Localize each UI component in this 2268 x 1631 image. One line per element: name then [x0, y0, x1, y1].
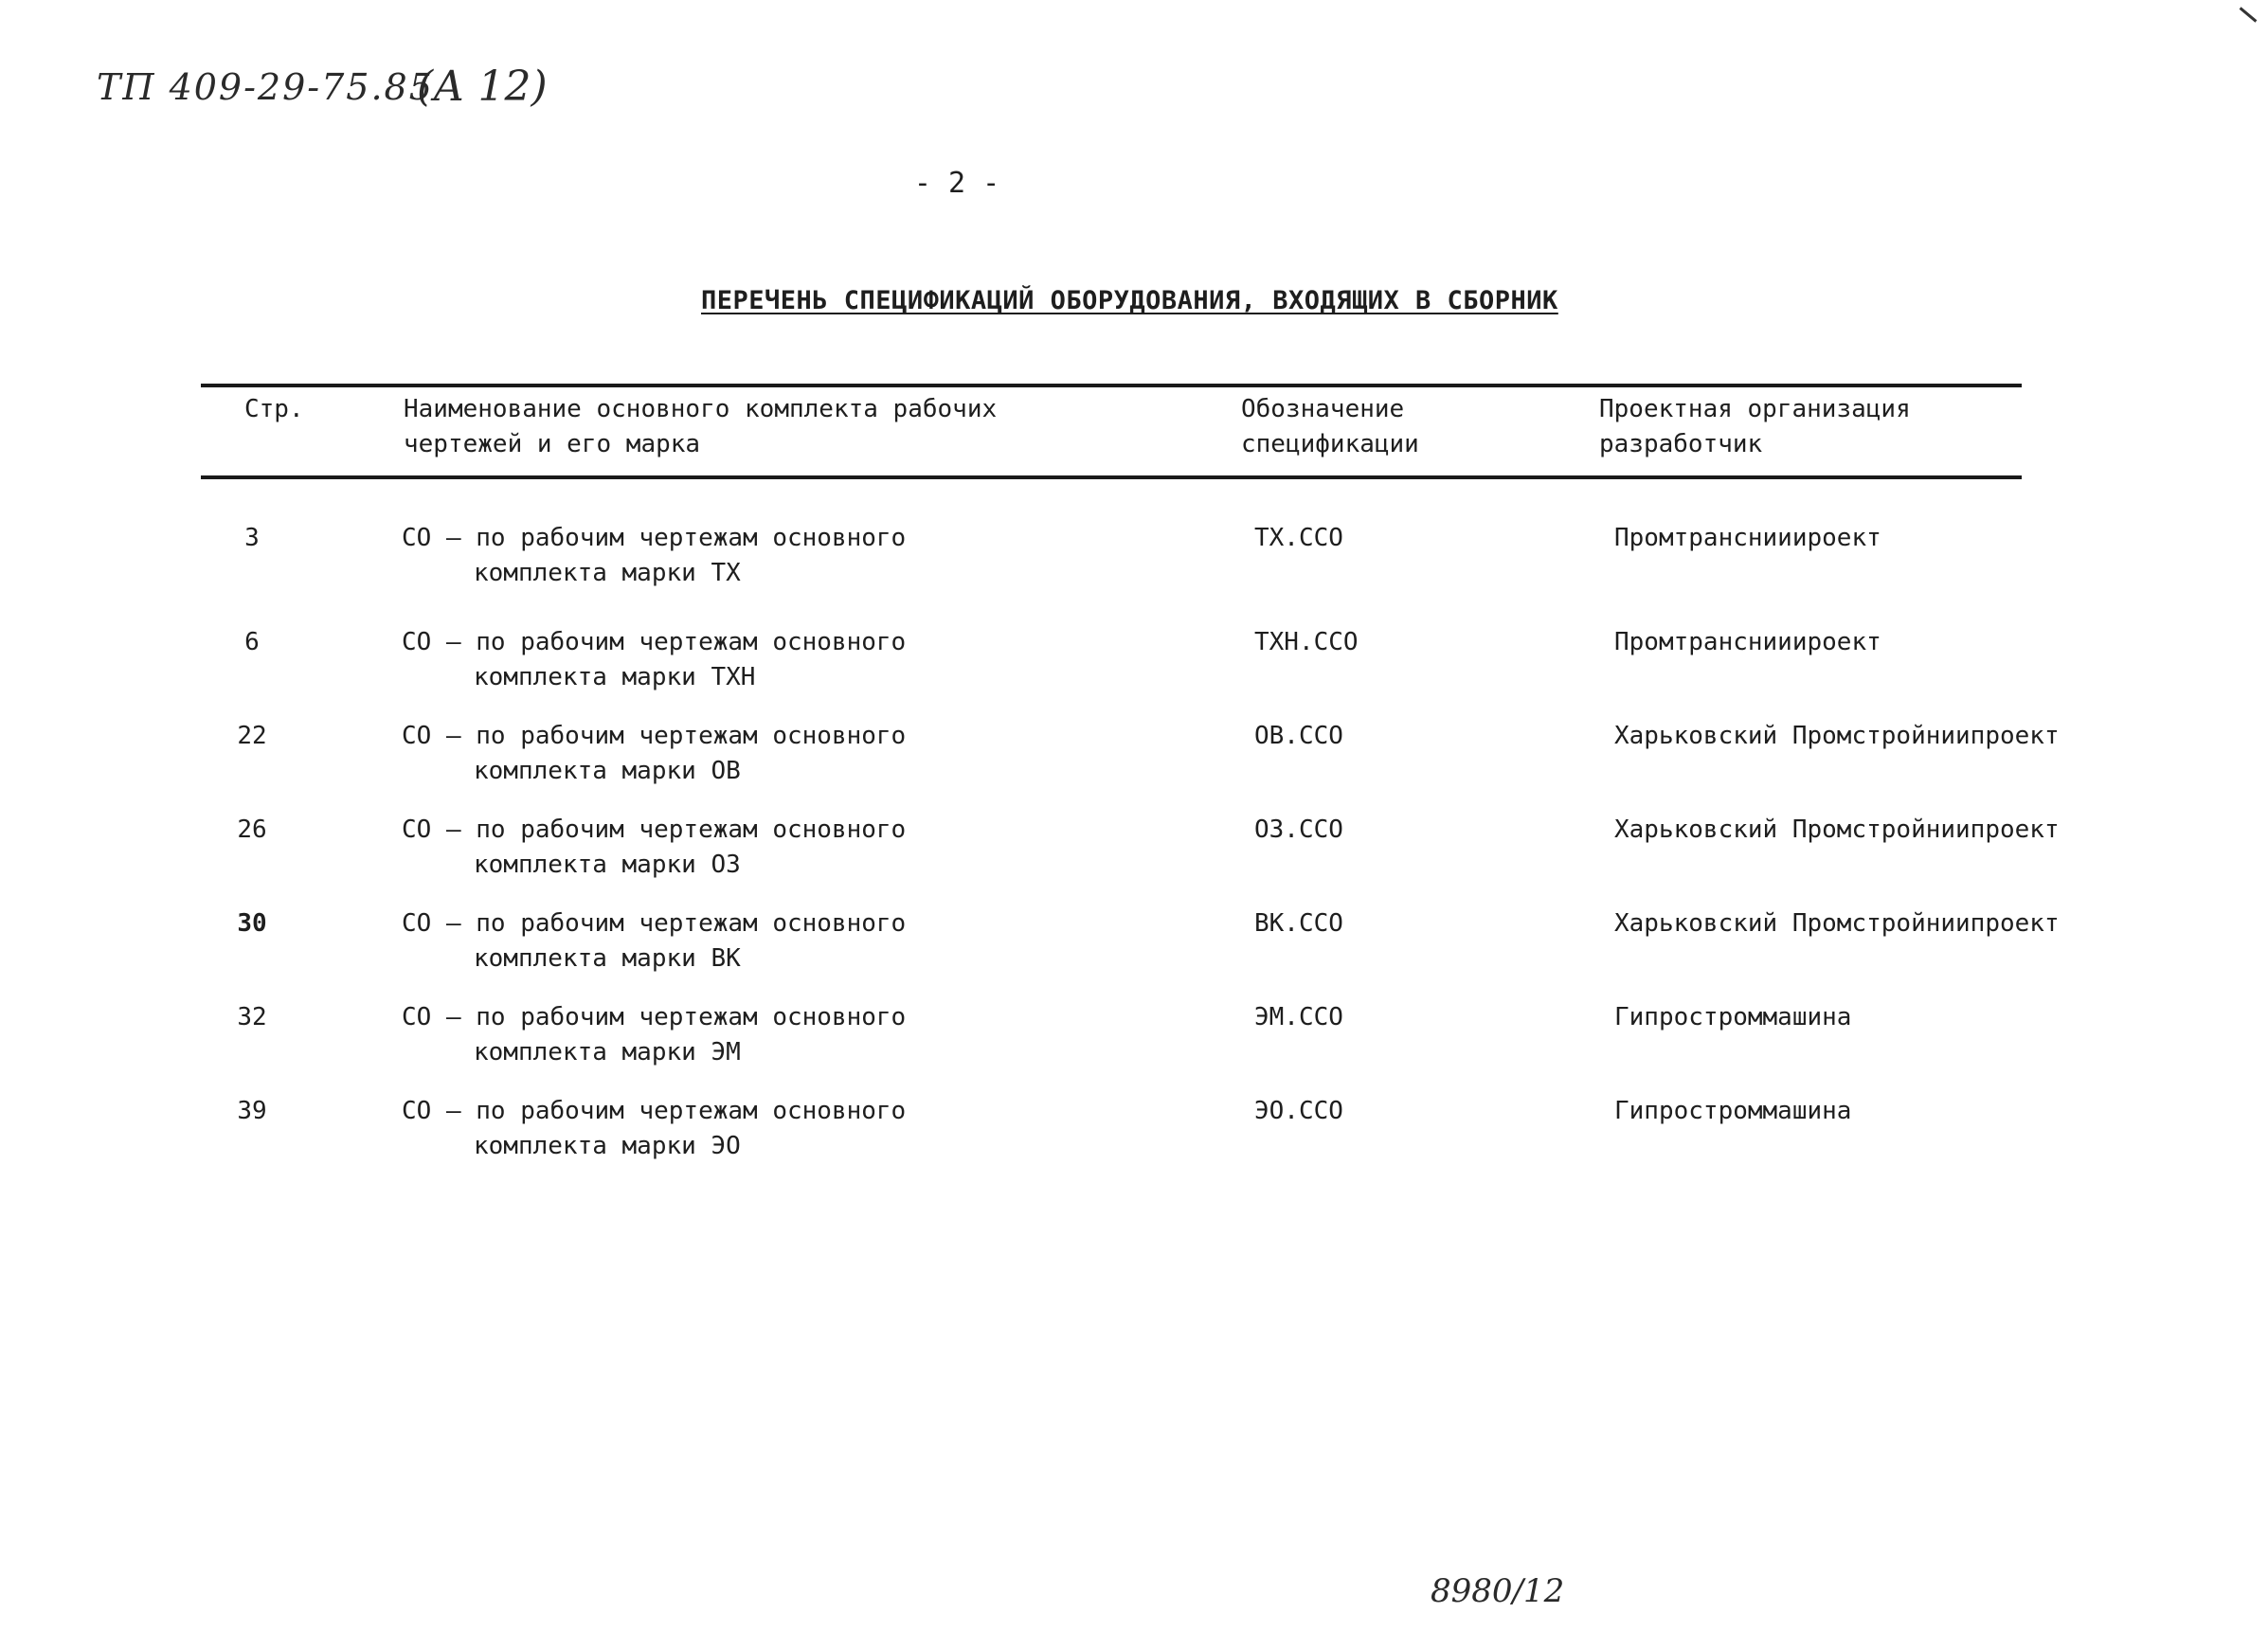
row-name-line1: СО – по рабочим чертежам основного: [402, 628, 907, 656]
row-page-number: 26: [237, 816, 267, 844]
header-code-line1: Обозначение: [1241, 395, 1405, 423]
handwritten-footer-note: 8980/12: [1431, 1572, 1565, 1610]
row-name: [402, 1094, 906, 1164]
row-spec-code: ТХН.ССО: [1254, 628, 1359, 656]
row-organization: Гипростроммашина: [1614, 1097, 1852, 1125]
row-name: [402, 625, 906, 695]
row-organization: Харьковский Промстройниипроект: [1614, 722, 2060, 750]
handwritten-doc-code: ТП 409-29-75.85: [97, 66, 434, 108]
row-name: [402, 1000, 906, 1070]
table-header-rule: [201, 475, 2022, 479]
row-spec-code: ЭО.ССО: [1254, 1097, 1343, 1125]
row-name-line2: комплекта марки ЭО: [474, 1132, 741, 1160]
header-code-line2: спецификации: [1241, 430, 1419, 458]
header-org: [1599, 392, 1911, 462]
row-name-line2: комплекта марки ТХН: [474, 663, 756, 691]
row-name-line1: СО – по рабочим чертежам основного: [402, 909, 907, 938]
row-organization: Гипростроммашина: [1614, 1003, 1852, 1031]
row-name-line1: СО – по рабочим чертежам основного: [402, 722, 907, 750]
row-page-number: 39: [237, 1097, 267, 1125]
row-page-number: 6: [244, 628, 260, 656]
row-spec-code: ТХ.ССО: [1254, 524, 1343, 552]
page-number: - 2 -: [913, 167, 1000, 200]
row-page-number: 22: [237, 722, 267, 750]
row-name-line2: комплекта марки ОЗ: [474, 851, 741, 879]
header-page: Стр.: [244, 395, 304, 423]
header-org-line1: Проектная организация: [1599, 395, 1911, 423]
document-title: ПЕРЕЧЕНЬ СПЕЦИФИКАЦИЙ ОБОРУДОВАНИЯ, ВХОДЯЩИХ В СБОРНИК: [701, 286, 1558, 315]
row-name: [402, 719, 906, 789]
header-name-line1: Наименование основного комплекта рабочих: [404, 395, 998, 423]
row-organization: Промтранснииироект: [1614, 524, 1881, 552]
header-code: [1241, 392, 1419, 462]
row-name-line1: СО – по рабочим чертежам основного: [402, 816, 907, 844]
row-organization: Харьковский Промстройниипроект: [1614, 909, 2060, 938]
row-name-line1: СО – по рабочим чертежам основного: [402, 524, 907, 552]
row-name-line2: комплекта марки ВК: [474, 944, 741, 973]
row-page-number: 3: [244, 524, 260, 552]
row-name-line2: комплекта марки ТХ: [474, 559, 741, 587]
row-name-line2: комплекта марки ОВ: [474, 757, 741, 785]
row-spec-code: ОЗ.ССО: [1254, 816, 1343, 844]
row-page-number: 30: [237, 909, 267, 938]
handwritten-sheet-mark: (А 12): [417, 63, 548, 111]
row-spec-code: ВК.ССО: [1254, 909, 1343, 938]
header-name: [404, 392, 997, 462]
row-name: [402, 906, 906, 977]
row-spec-code: ОВ.ССО: [1254, 722, 1343, 750]
table-top-rule: [201, 384, 2022, 387]
corner-pen-mark: [2240, 7, 2258, 22]
row-page-number: 32: [237, 1003, 267, 1031]
row-spec-code: ЭМ.ССО: [1254, 1003, 1343, 1031]
row-name-line1: СО – по рабочим чертежам основного: [402, 1003, 907, 1031]
header-org-line2: разработчик: [1599, 430, 1763, 458]
row-name-line2: комплекта марки ЭМ: [474, 1038, 741, 1066]
row-name-line1: СО – по рабочим чертежам основного: [402, 1097, 907, 1125]
header-name-line2: чертежей и его марка: [404, 430, 701, 458]
row-name: [402, 813, 906, 883]
row-organization: Промтранснииироект: [1614, 628, 1881, 656]
row-organization: Харьковский Промстройниипроект: [1614, 816, 2060, 844]
row-name: [402, 521, 906, 591]
